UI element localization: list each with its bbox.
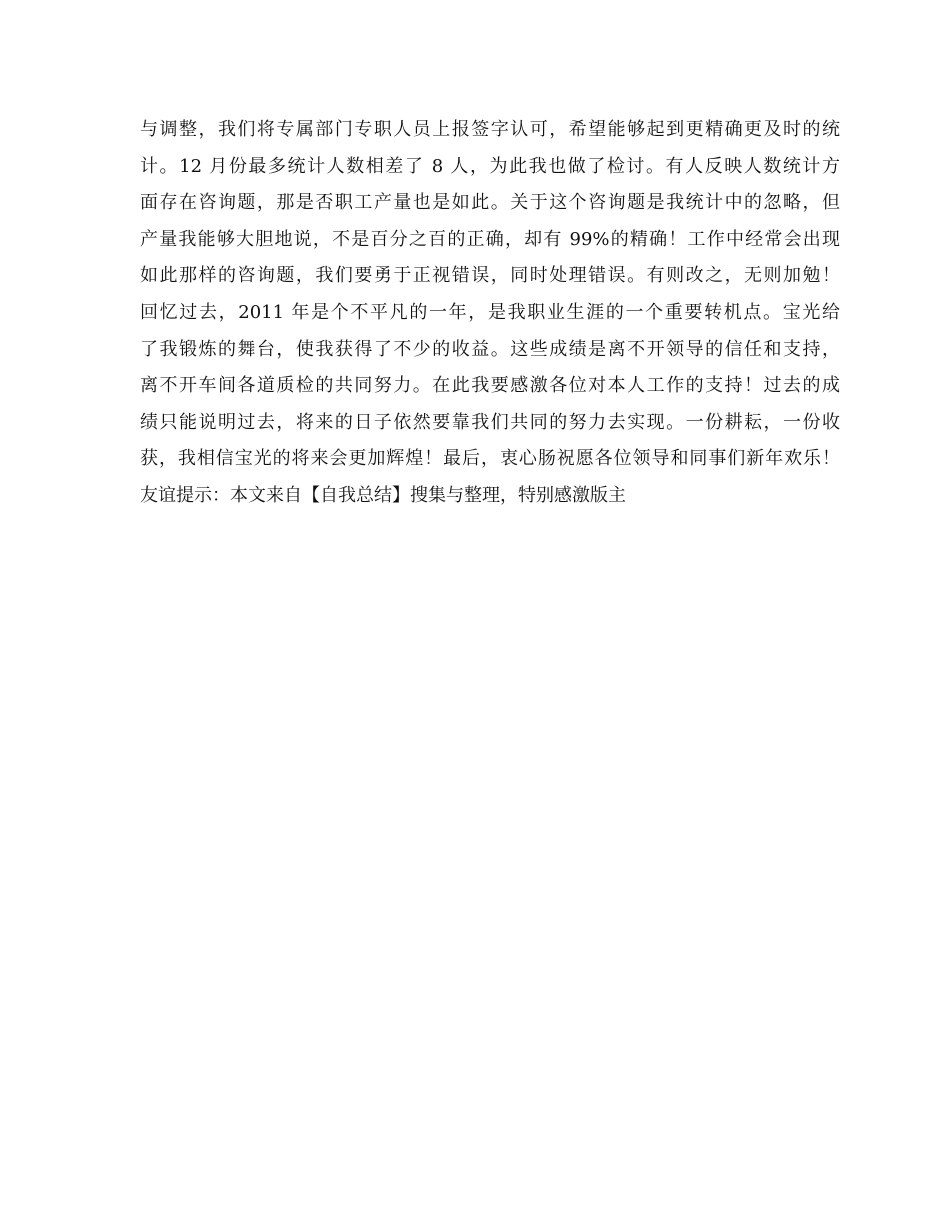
- text-line-9: 绩只能说明过去，将来的日子依然要靠我们共同的努力去实现。一份耕耘，一份收: [140, 411, 840, 433]
- text-line-10: 获，我相信宝光的将来会更加辉煌！最后，衷心肠祝愿各位领导和同事们新年欢乐！: [140, 448, 840, 470]
- text-line-2: 计。12 月份最多统计人数相差了 8 人，为此我也做了检讨。有人反映人数统计方: [140, 155, 840, 177]
- text-line-7: 了我锻炼的舞台，使我获得了不少的收益。这些成绩是离不开领导的信任和支持，: [140, 338, 840, 360]
- text-line-1: 与调整，我们将专属部门专职人员上报签字认可，希望能够起到更精确更及时的统: [140, 119, 840, 140]
- text-line-5: 如此那样的咨询题，我们要勇于正视错误，同时处理错误。有则改之，无则加勉！: [140, 265, 840, 287]
- text-line-4: 产量我能够大胆地说，不是百分之百的正确，却有 99%的精确！工作中经常会出现: [140, 228, 840, 250]
- text-line-8: 离不开车间各道质检的共同努力。在此我要感激各位对本人工作的支持！过去的成: [140, 375, 840, 397]
- body-text: [140, 112, 840, 515]
- text-line-11: 友谊提示：本文来自【自我总结】搜集与整理，特别感激版主: [140, 484, 626, 506]
- text-line-6: 回忆过去，2011 年是个不平凡的一年，是我职业生涯的一个重要转机点。宝光给: [140, 301, 840, 323]
- text-line-3: 面存在咨询题，那是否职工产量也是如此。关于这个咨询题是我统计中的忽略，但: [140, 192, 840, 214]
